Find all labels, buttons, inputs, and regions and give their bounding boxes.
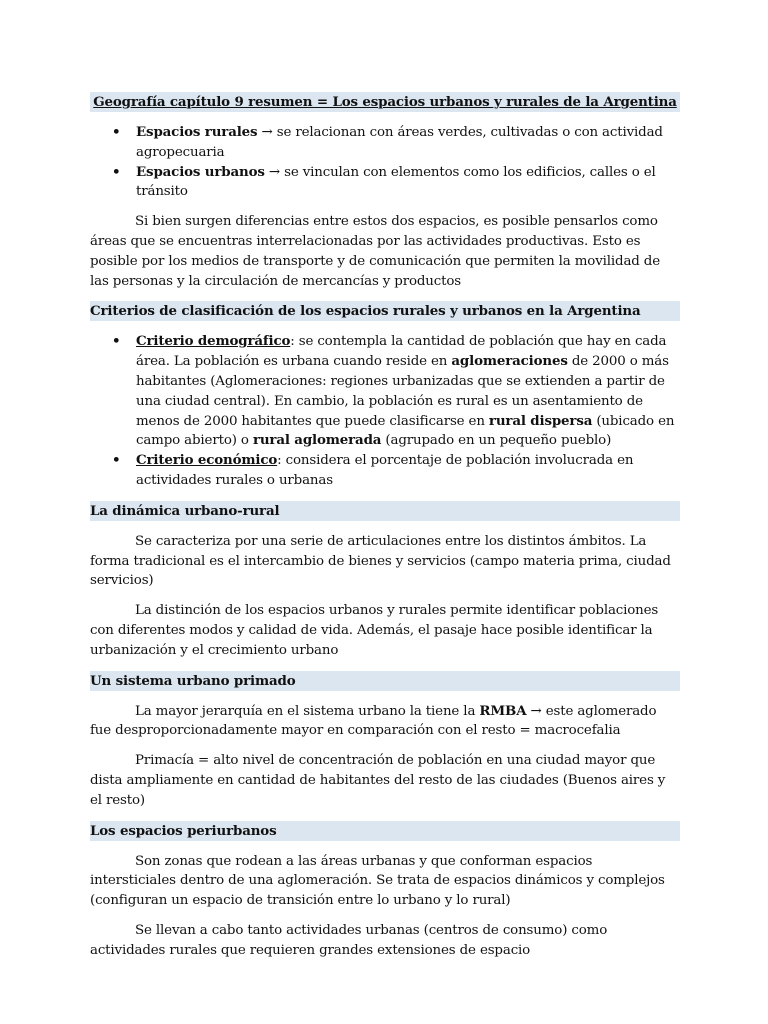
list-item-criterio-economico [90,451,680,491]
intro-paragraph: Si bien surgen diferencias entre estos dos espacios, es posible pensarlos como áreas que se encuentras interrelacionadas por las actividades productivas. Esto es posible por los medios de transporte y de comunicación que permiten la movilidad de las personas y la circulación de mercancías y productos [90,214,661,289]
list-item-espacios-rurales [90,123,680,163]
bold-term: rural dispersa [488,412,593,429]
term-criterio-economico: Criterio económico [136,452,278,469]
list-item-criterio-demografico [90,332,680,451]
bullet-icon: • [112,452,121,469]
list-item-espacios-urbanos [90,163,680,203]
text-run: (ubicado en campo abierto) o [136,413,675,449]
bold-term-rmba: RMBA [479,702,527,719]
intro-list [90,123,680,202]
periurbanos-paragraph-1: Son zonas que rodean a las áreas urbanas y que conforman espacios intersticiales dentro de una aglomeración. Se trata de espacios dinámicos y complejos (configuran un espacio de transición entre lo urbano y lo rural) [90,853,665,909]
document-page [90,92,680,961]
primado-paragraph-1 [90,702,680,742]
text-run: de 2000 o más habitantes (Aglomeraciones: regiones urbanizadas que se extienden a partir de una ciudad central). En cambio, la población es rural es un asentamiento de menos de 2000 habitantes que puede clasificarse en [136,354,669,429]
document-title: Geografía capítulo 9 resumen = Los espacios urbanos y rurales de la Argentina [90,92,680,112]
text-run: : considera el porcentaje de población involucrada en actividades rurales o urbanas [136,453,634,488]
bold-term: aglomeraciones [451,353,568,370]
arrow-glyph: → [257,125,277,140]
primado-paragraph-2: Primacía = alto nivel de concentración de población en una ciudad mayor que dista ampliamente en cantidad de habitantes del resto de las ciudades (Buenos aires y el resto) [90,753,666,808]
term-criterio-demografico: Criterio demográfico [136,333,291,350]
text-run: → este aglomerado fue desproporcionadamente mayor en comparación con el resto = macrocefalia [90,703,657,739]
section-heading-dinamica: La dinámica urbano-rural [90,501,680,521]
definition-text: se vinculan con elementos como los edificios, calles o el tránsito [136,164,656,200]
periurbanos-paragraph-2: Se llevan a cabo tanto actividades urbanas (centros de consumo) como actividades rurales que requieren grandes extensiones de espacio [90,922,608,958]
term-espacios-urbanos: Espacios urbanos [136,163,265,180]
section-heading-periurbanos: Los espacios periurbanos [90,821,680,841]
bullet-icon: • [112,124,121,140]
criterios-list [90,332,680,490]
dinamica-paragraph-2: La distinción de los espacios urbanos y rurales permite identificar poblaciones con diferentes modos y calidad de vida. Además, el pasaje hace posible identificar la urbanización y el crecimiento urbano [90,603,659,658]
text-run: La mayor jerarquía en el sistema urbano la tiene la [135,703,480,719]
dinamica-paragraph-1: Se caracteriza por una serie de articulaciones entre los distintos ámbitos. La forma tradicional es el intercambio de bienes y servicios (campo materia prima, ciudad servicios) [90,533,671,589]
bullet-icon: • [112,163,121,180]
arrow-glyph: → [264,164,285,180]
section-heading-criterios: Criterios de clasificación de los espacios rurales y urbanos en la Argentina [90,301,680,321]
bullet-icon: • [112,333,121,350]
text-run: (agrupado en un pequeño pueblo) [381,433,612,449]
term-espacios-rurales: Espacios rurales [136,124,258,140]
bold-term: rural aglomerada [252,432,382,449]
text-run: : se contempla la cantidad de población que hay en cada área. La población es urbana cuando reside en [136,334,667,370]
definition-text: se relacionan con áreas verdes, cultivadas o con actividad agropecuaria [136,125,663,160]
section-heading-primado: Un sistema urbano primado [90,671,680,691]
